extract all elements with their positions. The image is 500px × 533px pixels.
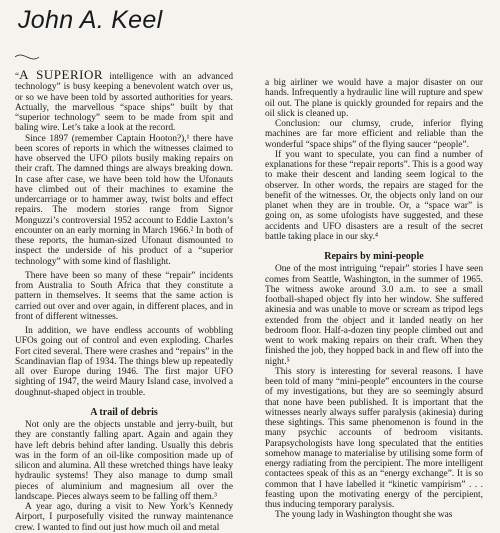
paragraph: Not only are the objects unstable and jerry-built, but they are constantly falling apart. Again and again they have left debris behind after landing. Usually this debris was in the form of an oil-like composition made up of silicon and alumina. All these wretched things have leaky hydraulic systems! They also manage to dump small pieces of aluminium and magnesium all over the landscape. Pieces always seem to be falling off them.³ [15, 420, 233, 502]
paragraph: The young lady in Washington thought she was [275, 510, 453, 521]
paragraph-text: intelligence with an advanced technology” is busy keeping a benevolent watch over us, or so we have been told by assorted authorities for years. Actually, the marvellous “space ships” built by that “superior technology” seem to be made from spit and baling wire. Let’s take a look at the record. [15, 72, 233, 134]
author-name: John A. Keel [18, 6, 163, 34]
intro-paragraph [15, 67, 233, 134]
right-column [265, 78, 483, 521]
open-quote: “ [15, 72, 20, 82]
section-heading: Repairs by mini-people [324, 251, 424, 262]
paragraph: Conclusion: our clumsy, crude, inferior flying machines are far more efficient and reliable than the wonderful “space ships” of the flying saucer “people”. [265, 119, 483, 150]
left-column [15, 67, 233, 533]
paragraph: In addition, we have endless accounts of wobbling UFOs going out of control and even exploding. Charles Fort cited several. There were crashes and “repairs” in the Scandinavian flap of 1934. The things blew up repeatedly all over Europe during 1946. The first major UFO sighting of 1947, the weird Maury Island case, involved a doughnut-shaped object in trouble. [15, 326, 233, 398]
paragraph: If you want to speculate, you can find a number of explanations for these “repair reports”. This is a good way to make their descent and landing seem logical to the observer. In other words, the repairs are staged for the benefit of the witnesses. Or, the objects only land on our planet when they are in trouble. Or, a “space war” is going on, as some ufologists have suggested, and these accidents and UFO disasters are a result of the secret battle taking place in our sky.⁴ [265, 149, 483, 242]
paragraph: A year ago, during a visit to New York’s Kennedy Airport, I purposefully visited the runway maintenance crew. I wanted to find out just how much oil and metal [15, 502, 233, 533]
decorative-divider [15, 50, 485, 64]
paragraph: There have been so many of these “repair” incidents from Australia to South Africa that they constitute a pattern in themselves. It seems that the same action is carried out over and over again, in different places, and in front of different witnesses. [15, 270, 233, 322]
article-header [0, 0, 500, 50]
section-heading: A trail of debris [90, 406, 158, 418]
paragraph: Since 1897 (remember Captain Hooton?),¹ there have been scores of reports in which the witnesses claimed to have observed the UFO pilots busily making repairs on their craft. The damned things are always breaking down. In case after case, we have been told how the Ufonauts have climbed out of their machines to examine the undercarriage or to hammer away, twist bolts and effect repairs. The modern stories range from Signor Monguzzi’s controversial 1952 account to Eddie Laxton’s encounter on an early morning in March 1966.² In both of these reports, the human-sized Ufonaut dismounted to inspect the underside of his product of a “superior technology” with some kind of flashlight. [15, 133, 233, 267]
paragraph: One of the most intriguing “repair” stories I have seen comes from Seattle, Washington, in the summer of 1965. The witness awoke around 3.0 a.m. to see a small football-shaped object fly into her window. She suffered akinesia and was unable to move or scream as tripod legs extended from the object and it landed neatly on her bedroom floor. Half-a-dozen tiny people climbed out and went to work making repairs on their craft. When they finished the job, they hopped back in and flew off into the night.⁵ [265, 264, 483, 367]
paragraph: This story is interesting for several reasons. I have been told of many “mini-people” encounters in the course of my investigations, but they are so seemingly absurd that none have been published. It is important that the witnesses nearly always suffer paralysis (akinesia) during these sightings. This same phenomenon is found in the many psychic accounts of bedroom visitants. Parapsychologists have long speculated that the entities somehow manage to materialise by utilising some form of energy radiating from the percipient. The more intelligent contactees speak of this as an “energy exchange”. It is so common that I have labelled it “kinetic vampirism” . . . feasting upon the motivating energy of the percipient, thus inducing temporary paralysis. [265, 366, 483, 510]
drop-cap: A SUPERIOR [19, 67, 104, 82]
paragraph: a big airliner we would have a major disaster on our hands. Infrequently a hydraulic line will rupture and spew oil out. The plane is quickly grounded for repairs and the oil slick is cleaned up. [265, 78, 483, 119]
